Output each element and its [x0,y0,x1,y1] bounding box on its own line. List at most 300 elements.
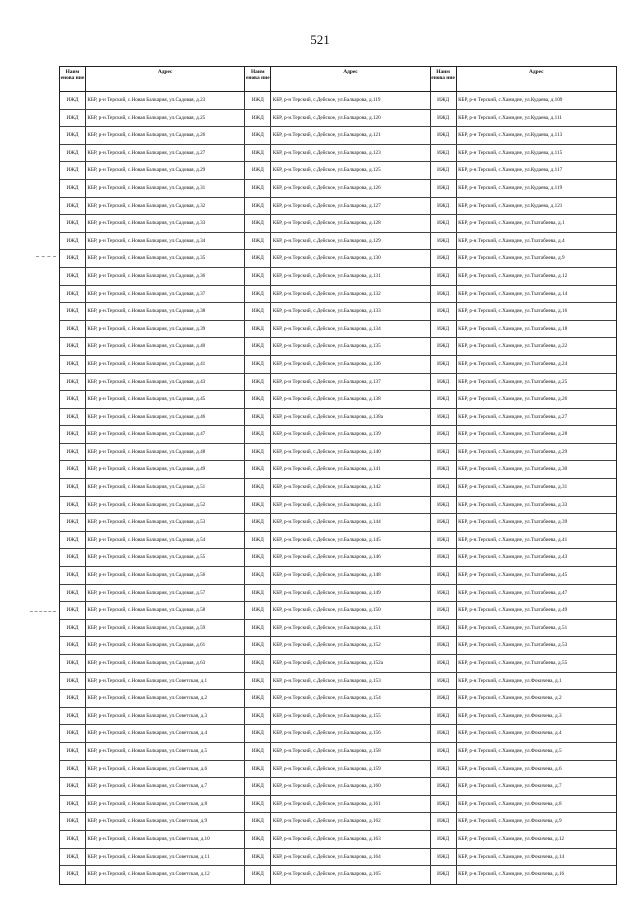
table-row [60,215,616,233]
property-type-cell: ИЖД [245,585,271,602]
address-cell: КБР, р-н Терский, с.Хамидие, ул.Тхатабиева, д.26 [458,396,568,403]
address-cell: КБР, р-н.Терский, с.Хамидие, ул.Фокичева, д.16 [458,871,565,878]
address-cell: КБР, р-н Терский, с.Дейское, ул.Балкарова, д.119 [271,92,430,109]
address-cell: КБР, р-н.Терский, с.Хамидие, ул.Тхатабиева, д.53 [458,642,568,649]
address-cell: КБР, р-н.Терский, с.Дейское, ул.Балкарова, д.153 [271,673,430,690]
property-type-cell: ИЖД [60,479,86,496]
table-row [60,567,616,585]
address-cell: КБР, р-н.Терский, с.Новая Балкария, ул.Советская, д.8 [86,796,245,813]
table-row [60,655,616,673]
property-type-cell: ИЖД [431,110,457,127]
address-cell: КБР, р-н Терский, с.Хамидие, ул.Кудаева, д.109 [458,97,563,103]
property-type-cell: ИЖД [431,690,457,707]
address-table [59,66,617,885]
property-type-cell: ИЖД [245,655,271,672]
address-cell: КБР, р-н Терский, с.Новая Балкария, ул.Садовая, д.46 [86,409,245,426]
address-cell: КБР, р-н.Терский, с.Дейское, ул.Балкарова, д.160 [271,778,430,795]
address-cell: КБР, р-н.Терский, с.Дейское, ул.Балкарова, д.163 [271,831,430,848]
property-type-cell: ИЖД [431,637,457,654]
property-type-cell: ИЖД [245,690,271,707]
address-cell: КБР, р-н.Терский, с.Новая Балкария, ул.Садовая, д.63 [86,655,245,672]
address-cell: КБР, р-н.Терский, с.Дейское, ул.Балкарова, д.133 [271,303,430,320]
property-type-cell: ИЖД [245,233,271,250]
property-type-cell: ИЖД [245,761,271,778]
property-type-cell: ИЖД [245,145,271,162]
address-cell: КБР, р-н.Терский, с.Новая Балкария, ул.Советская, д.6 [86,761,245,778]
address-cell: КБР, р-н.Терский, с.Хамидие, ул.Тхатабиева, д.33 [458,501,568,508]
address-cell: КБР, р-н Терский, с.Новая Балкария, ул.Садовая, д.47 [86,426,245,443]
property-type-cell: ИЖД [245,92,271,109]
property-type-cell: ИЖД [60,286,86,303]
address-cell: КБР, р-н.Терский, с.Новая Балкария, ул.Советская, д.3 [86,708,245,725]
property-type-cell: ИЖД [245,673,271,690]
property-type-cell: ИЖД [60,514,86,531]
property-type-cell: ИЖД [431,620,457,637]
table-row [60,338,616,356]
address-cell: КБР, р-н Терский, с.Хамидие, ул.Кудаева, д.111 [458,114,563,121]
property-type-cell: ИЖД [245,356,271,373]
property-type-cell: ИЖД [431,761,457,778]
property-type-cell: ИЖД [60,268,86,285]
address-cell: КБР, р-н.Терский, с.Хамидие, ул.Фокичева, д.12 [458,835,565,842]
address-cell: КБР, р-н Терский, с.Хамидие, ул.Кудаева, д.113 [458,132,563,139]
property-type-cell: ИЖД [60,532,86,549]
address-cell: КБР, р-н.Терский, с.Новая Балкария, ул.Советская, д.4 [86,725,245,742]
property-type-cell: ИЖД [245,461,271,478]
table-row [60,743,616,761]
property-type-cell: ИЖД [431,180,457,197]
table-row [60,374,616,392]
property-type-cell: ИЖД [60,796,86,813]
address-cell: КБР, р-н.Терский, с.Дейское, ул.Балкарова, д.145 [271,532,430,549]
property-type-cell: ИЖД [431,374,457,391]
address-cell: КБР, р-н.Терский, с.Хамидие, ул.Тхатабиева, д.55 [458,660,568,666]
address-cell: КБР, р-н Терский, с.Хамидие, ул.Тхатабиева, д.28 [458,431,568,438]
property-type-cell: ИЖД [245,338,271,355]
property-type-cell: ИЖД [60,162,86,179]
address-cell: КБР, р-н.Терский, с.Дейское, ул.Балкарова, д.136 [271,356,430,373]
address-cell: КБР, р-н.Терский, с.Новая Балкария, ул.Садовая, д.55 [86,549,245,566]
address-cell: КБР, р-н.Терский, с.Дейское, ул.Балкарова, д.138а [271,409,430,426]
property-type-cell: ИЖД [245,286,271,303]
address-cell: КБР, р-н.Терский, с.Дейское, ул.Балкарова, д.159 [271,761,430,778]
address-cell: КБР, р-н.Терский, с.Хамидие, ул.Тхатабиева, д.16 [458,308,568,315]
table-row [60,233,616,251]
address-cell: КБР, р-н.Терский, с.Дейское, ул.Балкарова, д.156 [271,725,430,742]
property-type-cell: ИЖД [431,813,457,830]
table-row [60,321,616,339]
property-type-cell: ИЖД [431,409,457,426]
property-type-cell: ИЖД [431,849,457,866]
property-type-cell: ИЖД [60,813,86,830]
property-type-cell: ИЖД [60,655,86,672]
address-cell: КБР, р-н.Терский, с.Дейское, ул.Балкарова, д.142 [271,479,430,496]
address-cell: КБР, р-н.Терский, с.Новая Балкария, ул.Советская, д.5 [86,743,245,760]
property-type-cell: ИЖД [245,637,271,654]
property-type-cell: ИЖД [245,813,271,830]
address-cell: КБР, р-н Терский, с.Хамидие, ул.Кудаева, д.115 [458,149,563,156]
address-cell: КБР, р-н.Терский, с.Дейское, ул.Балкарова, д.165 [271,866,430,884]
property-type-cell: ИЖД [245,549,271,566]
address-cell: КБР, р-н.Терский, с.Хамидие, ул.Тхатабиева, д.30 [458,466,568,473]
address-cell: КБР, р-н.Терский, с.Дейское, ул.Балкарова, д.151 [271,620,430,637]
property-type-cell: ИЖД [60,743,86,760]
address-cell: КБР, р-н.Терский, с.Дейское, ул.Балкарова, д.161 [271,796,430,813]
header-type: Наим енова ние [245,67,271,91]
address-cell: КБР, р-н Терский, с.Новая Балкария, ул.Садовая, д.58 [86,602,245,619]
property-type-cell: ИЖД [431,461,457,478]
address-cell: КБР, р-н.Терский, с.Дейское, ул.Балкарова, д.129 [271,233,430,250]
property-type-cell: ИЖД [245,567,271,584]
address-cell: КБР, р-н.Терский, с.Хамидие, ул.Фокичева, д.1 [458,677,562,684]
property-type-cell: ИЖД [60,444,86,461]
address-cell: КБР, р-н.Терский, с.Новая Балкария, ул.Садовая, д.52 [86,497,245,514]
address-cell: КБР, р-н Терский, с.Новая Балкария, ул.Садовая, д.56 [86,567,245,584]
table-row [60,497,616,515]
table-row [60,866,616,884]
address-cell: КБР, р-н.Терский, с.Хамидие, ул.Фокичева, д.5 [458,747,562,754]
property-type-cell: ИЖД [431,567,457,584]
property-type-cell: ИЖД [245,268,271,285]
property-type-cell: ИЖД [60,180,86,197]
address-cell: КБР, р-н.Терский, с.Хамидие, ул.Тхатабиева, д.51 [458,624,568,631]
property-type-cell: ИЖД [60,585,86,602]
property-type-cell: ИЖД [431,426,457,443]
property-type-cell: ИЖД [60,620,86,637]
address-cell: КБР, р-н.Терский, с.Дейское, ул.Балкарова, д.132 [271,286,430,303]
address-cell: КБР, р-н Терский, с.Новая Балкария, ул.Садовая, д.37 [86,286,245,303]
property-type-cell: ИЖД [431,778,457,795]
property-type-cell: ИЖД [245,849,271,866]
address-cell: КБР, р-н Терский, с.Дейское, ул.Балкарова, д.137 [271,374,430,391]
address-cell: КБР, р-н.Терский, с.Дейское, ул.Балкарова, д.150 [271,602,430,619]
address-cell: КБР, р-н.Терский, с.Новая Балкария, ул.Советская, д.7 [86,778,245,795]
property-type-cell: ИЖД [245,391,271,408]
address-cell: КБР, р-н.Терский, с.Дейское, ул.Балкарова, д.140 [271,444,430,461]
address-cell: КБР, р-н.Терский, с.Новая Балкария, ул.Садовая, д.31 [86,180,245,197]
property-type-cell: ИЖД [245,514,271,531]
property-type-cell: ИЖД [431,514,457,531]
address-cell: КБР, р-н.Терский, с.Дейское, ул.Балкарова, д.134 [271,321,430,338]
address-cell: КБР, р-н.Терский, с.Хамидие, ул.Тхатабиева, д.24 [458,360,568,367]
property-type-cell: ИЖД [245,743,271,760]
property-type-cell: ИЖД [245,866,271,884]
property-type-cell: ИЖД [245,725,271,742]
table-row [60,198,616,216]
property-type-cell: ИЖД [245,532,271,549]
address-cell: КБР, р-н.Терский, с.Новая Балкария, ул.Садовая, д.53 [86,514,245,531]
address-cell: КБР, р-н.Терский, с.Хамидие, ул.Фокичева, д.6 [458,765,562,772]
address-cell: КБР, р-н.Терский, с.Дейское, ул.Балкарова, д.138 [271,391,430,408]
table-row [60,426,616,444]
address-cell: КБР, р-н Терский, с.Новая Балкария, ул.Садовая, д.26 [86,127,245,144]
property-type-cell: ИЖД [245,796,271,813]
property-type-cell: ИЖД [245,479,271,496]
address-cell: КБР, р-н Терский, с.Новая Балкария, ул.Садовая, д.34 [86,233,245,250]
property-type-cell: ИЖД [60,391,86,408]
table-row [60,514,616,532]
property-type-cell: ИЖД [431,796,457,813]
table-row [60,849,616,867]
table-row [60,286,616,304]
property-type-cell: ИЖД [60,374,86,391]
property-type-cell: ИЖД [245,215,271,232]
table-row [60,796,616,814]
address-cell: КБР, р-н.Терский, с.Дейское, ул.Балкарова, д.131 [271,268,430,285]
property-type-cell: ИЖД [60,145,86,162]
address-cell: КБР, р-н Терский, с.Новая Балкария, ул.Садовая, д.39 [86,321,245,338]
property-type-cell: ИЖД [60,321,86,338]
address-cell: КБР, р-н.Терский, с.Новая Балкария, ул.Садовая, д.61 [86,637,245,654]
property-type-cell: ИЖД [60,831,86,848]
property-type-cell: ИЖД [431,338,457,355]
address-cell: КБР, р-н.Терский, с.Новая Балкария, ул.Садовая, д.41 [86,356,245,373]
table-row [60,461,616,479]
property-type-cell: ИЖД [60,303,86,320]
table-row [60,532,616,550]
property-type-cell: ИЖД [431,602,457,619]
property-type-cell: ИЖД [431,725,457,742]
address-cell: КБР, р-н.Терский, с.Хамидие, ул.Тхатабиева, д.4 [458,237,565,244]
address-cell: КБР, р-н Терский, с.Новая Балкария, ул.Садовая, д.35 [86,250,245,267]
property-type-cell: ИЖД [431,391,457,408]
property-type-cell: ИЖД [431,127,457,144]
property-type-cell: ИЖД [60,567,86,584]
property-type-cell: ИЖД [60,92,86,109]
property-type-cell: ИЖД [245,497,271,514]
property-type-cell: ИЖД [431,831,457,848]
header-address: Адрес [86,67,245,91]
address-cell: КБР, р-н.Терский, с.Хамидие, ул.Кудаева, д.117 [458,167,563,174]
address-cell: КБР, р-н.Терский, с.Дейское, ул.Балкарова, д.130 [271,250,430,267]
table-row [60,479,616,497]
table-row [60,162,616,180]
property-type-cell: ИЖД [60,409,86,426]
header-address: Адрес [271,67,430,91]
property-type-cell: ИЖД [60,761,86,778]
property-type-cell: ИЖД [60,690,86,707]
property-type-cell: ИЖД [431,286,457,303]
address-cell: КБР, р-н Терский, с.Новая Балкария, ул.Садовая, д.49 [86,461,245,478]
address-cell: КБР, р-н.Терский, с.Хамидие, ул.Фокичева, д.9 [458,818,562,825]
table-row [60,585,616,603]
address-cell: КБР, р-н.Терский, с.Хамидие, ул.Тхатабиева, д.41 [458,536,568,543]
table-row [60,620,616,638]
table-row [60,673,616,691]
property-type-cell: ИЖД [431,233,457,250]
property-type-cell: ИЖД [245,831,271,848]
table-row [60,778,616,796]
address-cell: КБР, р-н.Терский, с.Дейское, ул.Балкарова, д.126 [271,180,430,197]
table-row [60,761,616,779]
property-type-cell: ИЖД [431,215,457,232]
property-type-cell: ИЖД [60,127,86,144]
address-cell: КБР, р-н.Терский, с.Новая Балкария, ул.Советская, д.2 [86,690,245,707]
property-type-cell: ИЖД [245,198,271,215]
address-cell: КБР, р-н.Терский, с.Хамидие, ул.Фокичева, д.3 [458,712,562,719]
property-type-cell: ИЖД [60,461,86,478]
property-type-cell: ИЖД [60,849,86,866]
property-type-cell: ИЖД [60,338,86,355]
margin-mark [30,611,56,612]
address-cell: КБР, р-н.Терский, с.Дейское, ул.Балкарова, д.144 [271,514,430,531]
table-row [60,268,616,286]
property-type-cell: ИЖД [431,866,457,884]
property-type-cell: ИЖД [431,532,457,549]
address-cell: КБР, р-н.Терский, с.Хамидие, ул.Тхатабиева, д.31 [458,484,568,491]
address-cell: КБР, р-н.Терский, с.Дейское, ул.Балкарова, д.121 [271,127,430,144]
property-type-cell: ИЖД [245,303,271,320]
address-cell: КБР, р-н Терский, с.Хамидие, ул.Кудаева, д.119 [458,184,563,191]
address-cell: КБР, р-н.Терский, с.Дейское, ул.Балкарова, д.164 [271,849,430,866]
property-type-cell: ИЖД [431,321,457,338]
address-cell: КБР, р-н.Терский, с.Новая Балкария, ул.Садовая, д.27 [86,145,245,162]
address-cell: КБР, р-н.Терский, с.Дейское, ул.Балкарова, д.152 [271,637,430,654]
address-cell: КБР, р-н Терский, с.Новая Балкария, ул.Садовая, д.23 [86,92,245,109]
property-type-cell: ИЖД [245,602,271,619]
address-cell: КБР, р-н.Терский, с.Новая Балкария, ул.Садовая, д.33 [86,215,245,232]
address-cell: КБР, р-н.Терский, с.Дейское, ул.Балкарова, д.127 [271,198,430,215]
property-type-cell: ИЖД [431,743,457,760]
page-number: 521 [310,32,330,47]
table-row [60,708,616,726]
address-cell: КБР, р-н.Терский, с.Новая Балкария, ул.Садовая, д.43 [86,374,245,391]
property-type-cell: ИЖД [431,444,457,461]
address-cell: КБР, р-н.Терский, с.Хамидие, ул.Тхатабиева, д.29 [458,448,568,455]
property-type-cell: ИЖД [245,250,271,267]
property-type-cell: ИЖД [245,127,271,144]
header-address: Адрес [529,69,544,75]
property-type-cell: ИЖД [60,708,86,725]
property-type-cell: ИЖД [60,426,86,443]
address-cell: КБР, р-н Терский, с.Новая Балкария, ул.Садовая, д.29 [86,162,245,179]
property-type-cell: ИЖД [431,673,457,690]
property-type-cell: ИЖД [245,321,271,338]
table-row [60,92,616,110]
property-type-cell: ИЖД [60,497,86,514]
property-type-cell: ИЖД [431,145,457,162]
property-type-cell: ИЖД [60,198,86,215]
property-type-cell: ИЖД [431,479,457,496]
table-row [60,145,616,163]
property-type-cell: ИЖД [431,198,457,215]
property-type-cell: ИЖД [245,708,271,725]
address-cell: КБР, р-н Терский, с.Хамидие, ул.Тхатабиева, д.18 [458,325,568,332]
address-cell: КБР, р-н.Терский, с.Дейское, ул.Балкарова, д.135 [271,338,430,355]
address-cell: КБР, р-н.Терский, с.Хамидие, ул.Тхатабиева, д.14 [458,290,568,297]
header-type: Наим енова ние [431,67,457,91]
address-cell: КБР, р-н.Терский, с.Хамидие, ул.Тхатабиева, д.39 [458,519,568,526]
margin-mark [36,256,56,257]
table-row [60,127,616,145]
property-type-cell: ИЖД [245,620,271,637]
property-type-cell: ИЖД [60,778,86,795]
address-cell: КБР, р-н.Терский, с.Дейское, ул.Балкарова, д.158 [271,743,430,760]
table-row [60,813,616,831]
address-cell: КБР, р-н.Терский, с.Дейское, ул.Балкарова, д.125 [271,162,430,179]
address-cell: КБР, р-н.Терский, с.Новая Балкария, ул.Советская, д.1 [86,673,245,690]
property-type-cell: ИЖД [60,110,86,127]
address-cell: КБР, р-н.Терский, с.Дейское, ул.Балкарова, д.152а [271,655,430,672]
address-cell: КБР, р-н.Терский, с.Новая Балкария, ул.Садовая, д.25 [86,110,245,127]
table-row [60,110,616,128]
property-type-cell: ИЖД [60,725,86,742]
property-type-cell: ИЖД [60,215,86,232]
address-cell: КБР, р-н Терский, с.Новая Балкария, ул.Садовая, д.59 [86,620,245,637]
table-row [60,409,616,427]
property-type-cell: ИЖД [60,549,86,566]
address-cell: КБР, р-н.Терский, с.Хамидие, ул.Фокичева, д.8 [458,800,562,807]
table-row [60,725,616,743]
address-cell: КБР, р-н.Терский, с.Дейское, ул.Балкарова, д.146 [271,549,430,566]
property-type-cell: ИЖД [431,655,457,672]
property-type-cell: ИЖД [245,374,271,391]
header-type: Наим енова ние [60,67,86,91]
address-cell: КБР, р-н Терский, с.Новая Балкария, ул.Садовая, д.45 [86,391,245,408]
address-cell: КБР, р-н.Терский, с.Хамидие, ул.Тхатабиева, д.22 [458,343,568,350]
address-cell: КБР, р-н.Терский, с.Дейское, ул.Балкарова, д.154 [271,690,430,707]
address-cell: КБР, р-н Терский, с.Новая Балкария, ул.Садовая, д.57 [86,585,245,602]
address-cell: КБР, р-н.Терский, с.Новая Балкария, ул.Садовая, д.38 [86,303,245,320]
address-cell: КБР, р-н.Терский, с.Хамидие, ул.Тхатабиева, д.43 [458,554,568,561]
property-type-cell: ИЖД [431,162,457,179]
table-row [60,356,616,374]
table-row [60,690,616,708]
property-type-cell: ИЖД [431,356,457,373]
address-cell: КБР, р-н Терский, с.Новая Балкария, ул.Садовая, д.36 [86,268,245,285]
address-cell: КБР, р-н Терский, с.Хамидие, ул.Тхатабиева, д.9 [458,255,565,262]
property-type-cell: ИЖД [60,866,86,884]
address-cell: КБР, р-н Терский, с.Хамидие, ул.Тхатабиева, д.25 [458,378,568,385]
property-type-cell: ИЖД [431,303,457,320]
address-cell: КБР, р-н.Терский, с.Дейское, ул.Балкарова, д.143 [271,497,430,514]
property-type-cell: ИЖД [431,268,457,285]
property-type-cell: ИЖД [431,549,457,566]
address-cell: КБР, р-н.Терский, с.Новая Балкария, ул.Советская, д.9 [86,813,245,830]
property-type-cell: ИЖД [245,180,271,197]
property-type-cell: ИЖД [60,637,86,654]
table-header [59,66,617,92]
property-type-cell: ИЖД [245,426,271,443]
address-cell: КБР, р-н.Терский, с.Дейское, ул.Балкарова, д.162 [271,813,430,830]
address-cell: КБР, р-н.Терский, с.Новая Балкария, ул.Советская, д.11 [86,849,245,866]
address-cell: КБР, р-н Терский, с.Новая Балкария, ул.Садовая, д.48 [86,444,245,461]
property-type-cell: ИЖД [245,110,271,127]
table-row [60,250,616,268]
address-cell: КБР, р-н.Терский, с.Дейское, ул.Балкарова, д.141 [271,461,430,478]
address-cell: КБР, р-н.Терский, с.Хамидие, ул.Тхатабиева, д.27 [458,413,568,420]
address-cell: КБР, р-н.Терский, с.Новая Балкария, ул.Садовая, д.32 [86,198,245,215]
address-cell: КБР, р-н.Терский, с.Дейское, ул.Балкарова, д.120 [271,110,430,127]
address-cell: КБР, р-н.Терский, с.Хамидие, ул.Фокичева, д.2 [458,695,562,702]
property-type-cell: ИЖД [431,250,457,267]
property-type-cell: ИЖД [431,92,457,109]
address-cell: КБР, р-н.Терский, с.Новая Балкария, ул.Советская, д.10 [86,831,245,848]
address-cell: КБР, р-н Терский, с.Новая Балкария, ул.Садовая, д.54 [86,532,245,549]
address-cell: КБР, р-н Терский, с.Хамидие, ул.Тхатабиева, д.45 [458,572,568,579]
property-type-cell: ИЖД [431,585,457,602]
address-cell: КБР, р-н.Терский, с.Хамидие, ул.Тхатабиева, д.49 [458,607,568,614]
address-cell: КБР, р-н.Терский, с.Дейское, ул.Балкарова, д.149 [271,585,430,602]
address-cell: КБР, р-н Терский, с.Хамидие, ул.Тхатабиева, д.1 [458,220,565,227]
address-cell: КБР, р-н.Терский, с.Дейское, ул.Балкарова, д.123 [271,145,430,162]
address-cell: КБР, р-н.Терский, с.Хамидие, ул.Тхатабиева, д.47 [458,589,568,596]
table-row [60,831,616,849]
address-cell: КБР, р-н Терский, с.Дейское, ул.Балкарова, д.148 [271,567,430,584]
property-type-cell: ИЖД [60,356,86,373]
table-row [60,180,616,198]
property-type-cell: ИЖД [431,497,457,514]
